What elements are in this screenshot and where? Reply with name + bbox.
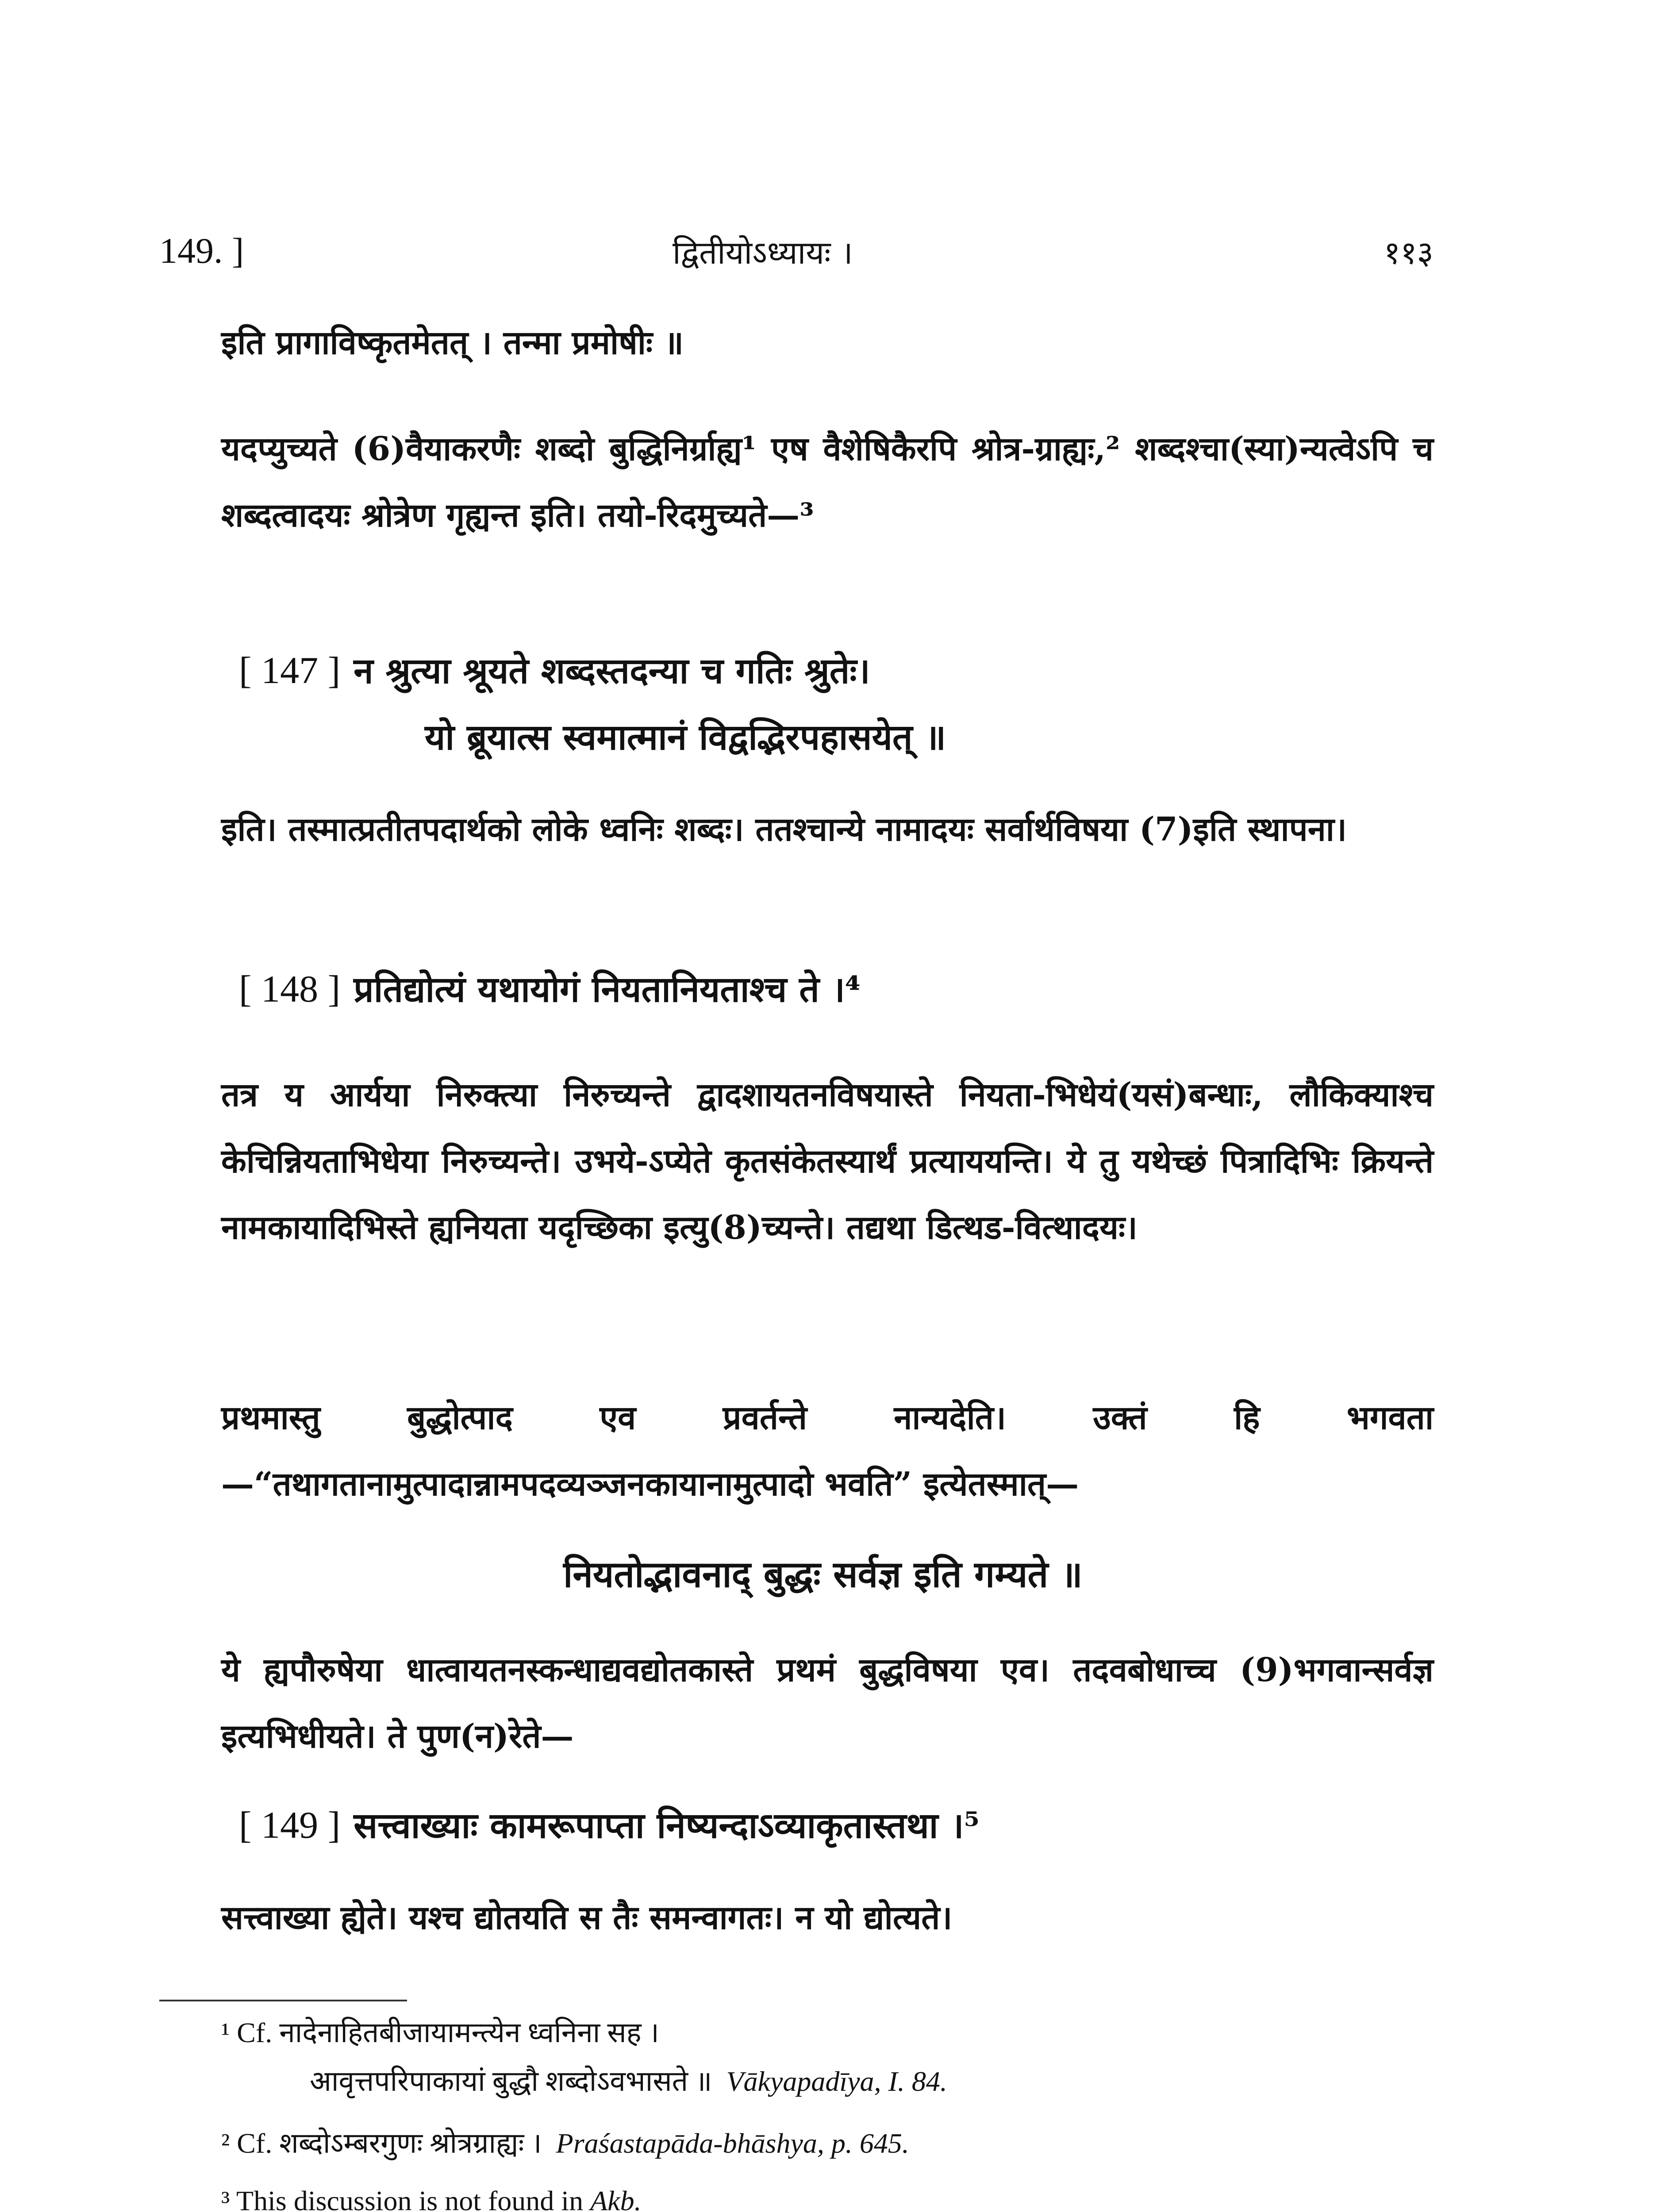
footnote-2 (221, 2119, 1460, 2168)
verse-line: न श्रुत्या श्रूयते शब्दस्तदन्या च गतिः श्रुतेः। (354, 650, 870, 691)
footnote-text: ² Cf. शब्दोऽम्बरगुणः श्रोत्रग्राह्यः । (221, 2128, 542, 2159)
paragraph-6: ये ह्यपौरुषेया धात्वायतनस्कन्धाद्यवद्योतकास्ते प्रथमं बुद्धविषया एव। तदवबोधाच्च (9)भगवान्सर्वज्ञ इत्यभिधीयते। ते पुण(न)रेते— (221, 1651, 1434, 1755)
footnote-ref: Akb. (590, 2185, 642, 2212)
verse-number: [ 149 ] (239, 1804, 341, 1846)
verse-149 (239, 1792, 1434, 1859)
footnote-ref: Vākyapadīya, I. 84. (726, 2066, 947, 2097)
footnote-line (221, 2057, 1460, 2106)
verse-number: [ 147 ] (239, 649, 341, 691)
verse-line: प्रतिद्योत्यं यथायोगं नियतानियताश्च ते ।⁴ (354, 968, 861, 1010)
footnote-text: आवृत्तपरिपाकायां बुद्धौ शब्दोऽवभासते ॥ (310, 2066, 712, 2097)
verse-number: [ 148 ] (239, 968, 341, 1010)
header-verse-range: 149. ] (159, 230, 244, 271)
verse-line: यो ब्रूयात्स स्वमात्मानं विद्वद्भिरपहासयेत् ॥ (425, 716, 946, 758)
running-header (159, 230, 1434, 283)
paragraph-4: तत्र य आर्यया निरुक्त्या निरुच्यन्ते द्वादशायतनविषयास्ते नियता-भिधेयं(यसं)बन्धाः, लौकिक्याश्च केचिन्नियताभिधेया निरुच्यन्ते। उभये-ऽप्येते कृतसंकेतस्यार्थं प्रत्याययन्ति। ये तु यथेच्छं पित्रादिभिः क्रियन्ते नामकायादिभिस्ते ह्यनियता यदृच्छिका इत्यु(8)च्यन्ते। तद्यथा डित्थड-वित्थादयः। (221, 1076, 1434, 1247)
footnote-divider (159, 2000, 407, 2001)
centered-verse: नियतोद्भावनाद् बुद्धः सर्वज्ञ इति गम्यते ॥ (563, 1553, 1083, 1596)
footnote-3 (221, 2177, 1460, 2212)
verse-148 (239, 956, 1434, 1022)
footnote-ref: Praśastapāda-bhāshya, p. 645. (556, 2128, 909, 2159)
paragraph-7: सत्त्वाख्या ह्येते। यश्च द्योतयति स तैः समन्वागतः। न यो द्योत्यते। (221, 1899, 953, 1937)
header-page-number: ११३ (1384, 234, 1434, 271)
header-chapter-title: द्वितीयोऽध्यायः । (673, 234, 853, 271)
paragraph-2: यदप्युच्यते (6)वैयाकरणैः शब्दो बुद्धिनिर्ग्राह्य¹ एष वैशेषिकैरपि श्रोत्र-ग्राह्यः,² शब्दश्चा(स्या)न्यत्वेऽपि च शब्दत्वादयः श्रोत्रेण गृह्यन्त इति। तयो-रिदमुच्यते—³ (221, 430, 1434, 534)
verse-line: सत्त्वाख्याः कामरूपाप्ता निष्यन्दाऽव्याकृतास्तथा ।⁵ (354, 1805, 980, 1846)
footnote-1 (221, 2008, 1460, 2106)
footnote-text: ³ This discussion is not found in (221, 2185, 584, 2212)
footnote-line: ¹ Cf. नादेनाहितबीजायामन्त्येन ध्वनिना सह । (221, 2017, 659, 2048)
paragraph-5: प्रथमास्तु बुद्धोत्पाद एव प्रवर्तन्ते नान्यदेति। उक्तं हि भगवता—“तथागतानामुत्पादान्नामपदव्यञ्जनकायानामुत्पादो भवति” इत्येतस्मात्— (221, 1399, 1434, 1503)
verse-147 (239, 637, 1434, 770)
paragraph-3: इति। तस्मात्प्रतीतपदार्थको लोके ध्वनिः शब्दः। ततश्चान्ये नामादयः सर्वार्थविषया (7)इति स्थापना। (221, 810, 1347, 849)
paragraph-1: इति प्रागाविष्कृतमेतत् । तन्मा प्रमोषीः ॥ (221, 324, 684, 362)
